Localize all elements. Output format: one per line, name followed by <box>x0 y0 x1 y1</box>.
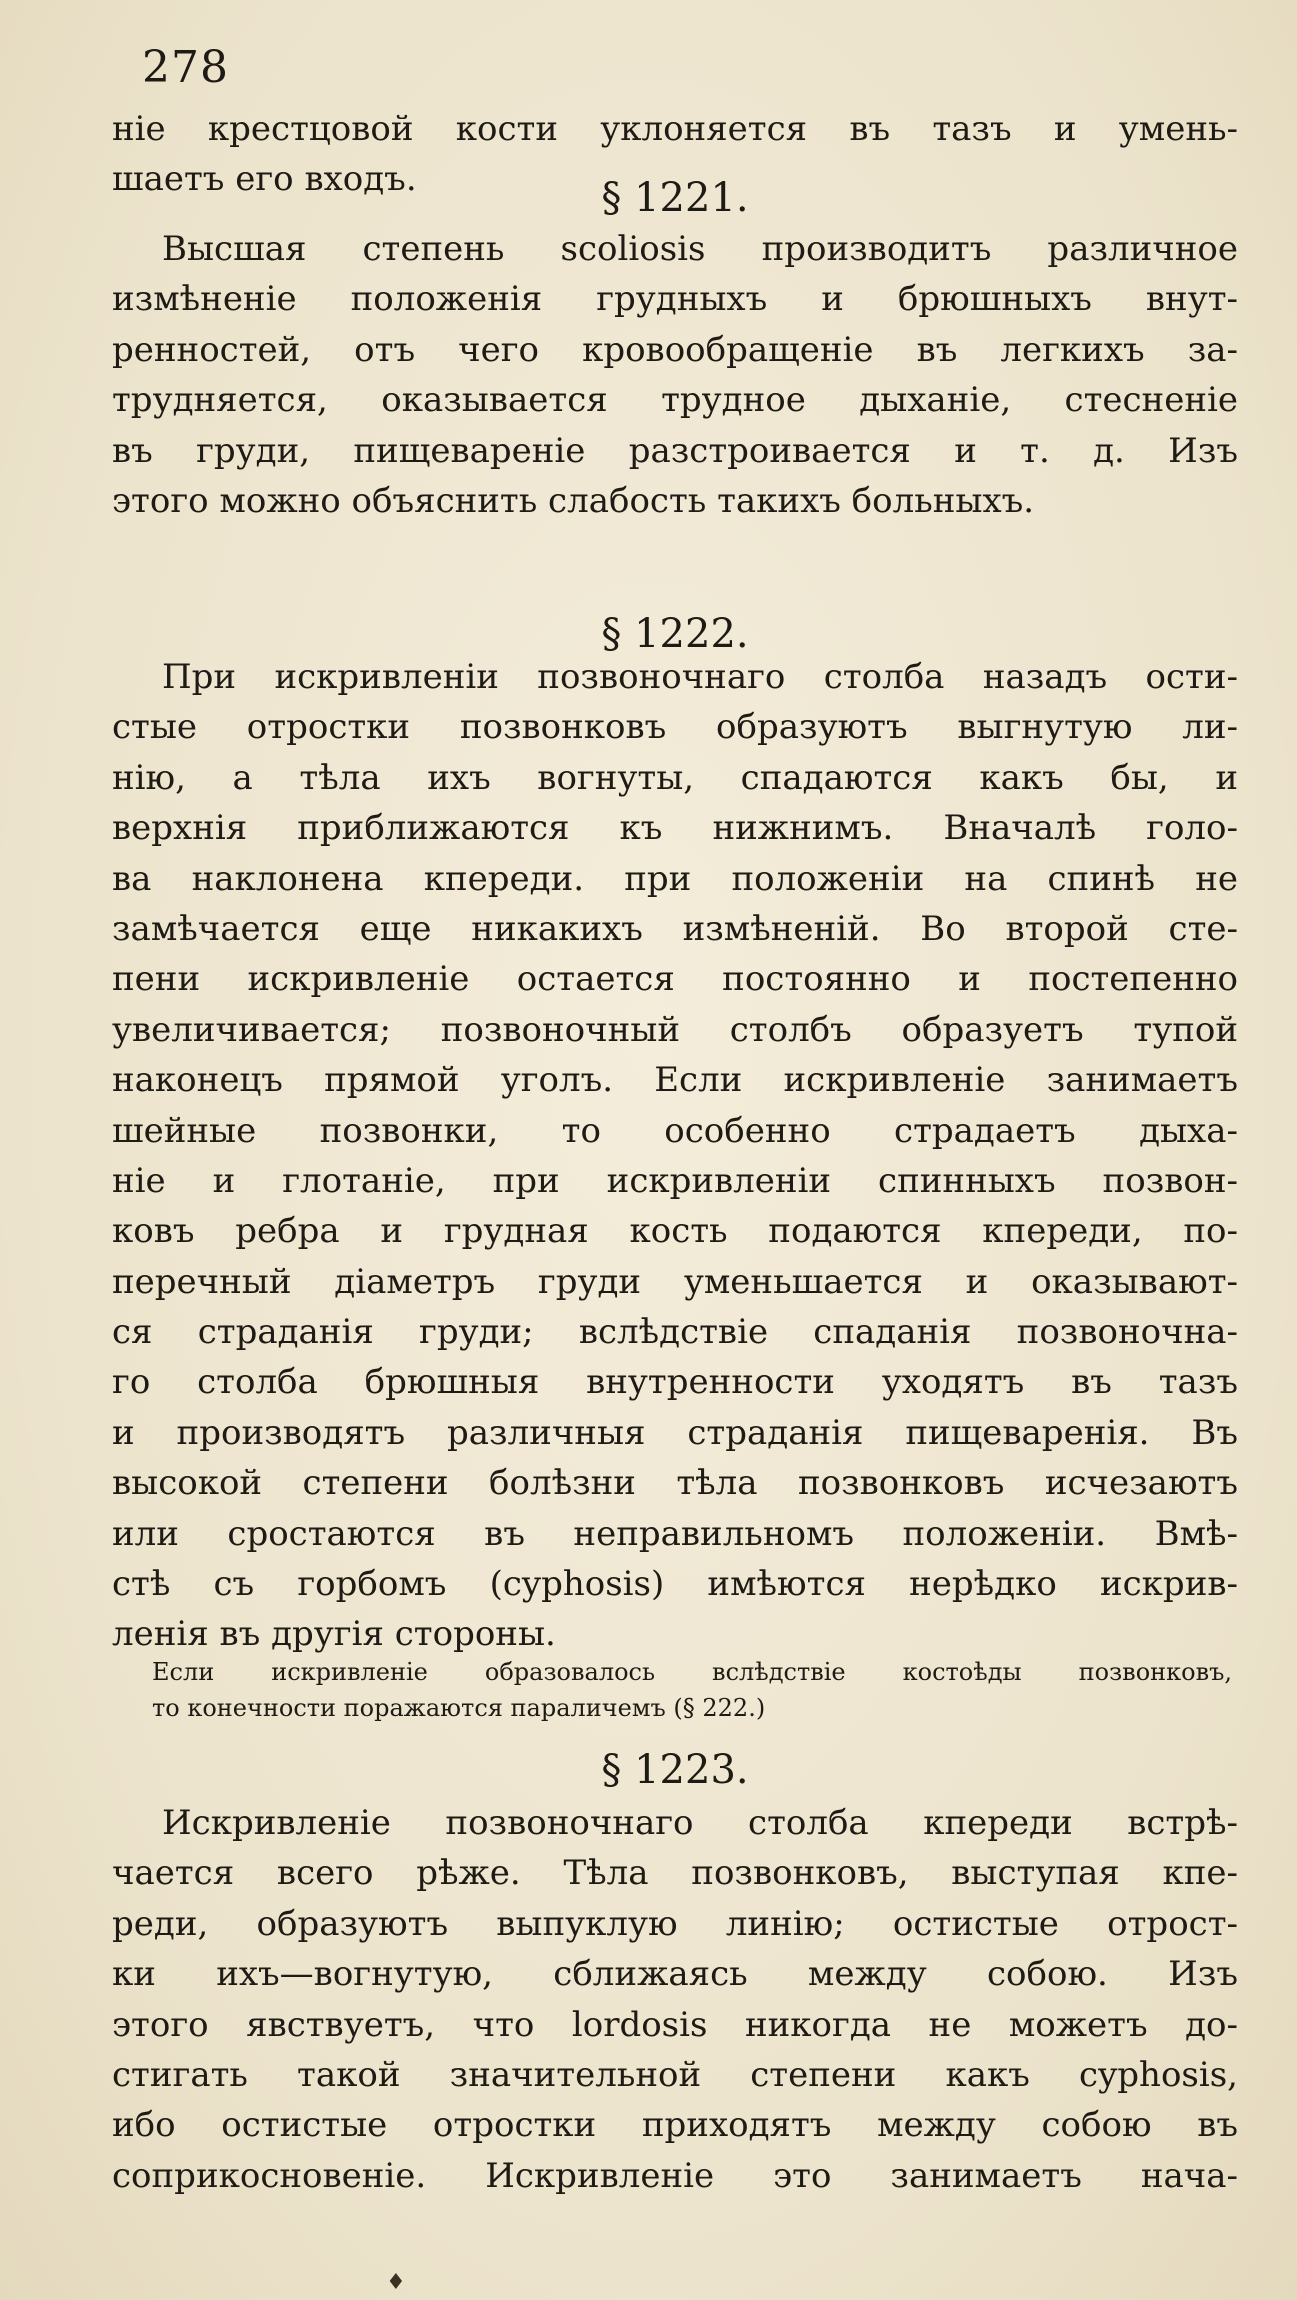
section-heading-1223: § 1223. <box>601 1747 749 1793</box>
text-line: ніе и глотаніе, при искривленіи спинныхъ позвон- <box>112 1160 1238 1201</box>
text-line: ся страданія груди; вслѣдствіе спаданія позвоночна- <box>112 1312 1238 1353</box>
text-line: замѣчается еще никакихъ измѣненій. Во второй сте- <box>112 908 1238 949</box>
text-line: трудняется, оказывается трудное дыханіе, стесненіе <box>112 380 1238 421</box>
text-line: ибо остистые отростки приходятъ между собою въ <box>112 2105 1238 2146</box>
section-heading-1221: § 1221. <box>601 175 749 221</box>
section-1222-paragraph <box>112 652 1238 1660</box>
text-line: ренностей, отъ чего кровообращеніе въ легкихъ за- <box>112 329 1238 370</box>
text-line: чается всего рѣже. Тѣла позвонковъ, выступая кпе- <box>112 1853 1238 1894</box>
text-line: и производятъ различныя страданія пищеваренія. Въ <box>112 1412 1238 1453</box>
text-line: нію, а тѣла ихъ вогнуты, спадаются какъ бы, и <box>112 757 1238 798</box>
footnote <box>152 1654 1232 1726</box>
text-line: ленія въ другія стороны. <box>112 1614 556 1655</box>
text-line: го столба брюшныя внутренности уходятъ въ тазъ <box>112 1362 1238 1403</box>
text-line: ковъ ребра и грудная кость подаются кпереди, по- <box>112 1211 1238 1252</box>
text-line: въ груди, пищевареніе разстроивается и т. д. Изъ <box>112 430 1238 471</box>
text-line: Высшая степень scoliosis производитъ различное <box>162 229 1238 269</box>
text-line: стѣ съ горбомъ (cyphosis) имѣются нерѣдко искрив- <box>112 1564 1238 1605</box>
text-line: или сростаются въ неправильномъ положеніи. Вмѣ- <box>112 1513 1238 1554</box>
text-line: ніе крестцовой кости уклоняется въ тазъ и умень- <box>112 109 1238 149</box>
note-line: Если искривленіе образовалось вслѣдствіе костоѣды позвонковъ, <box>152 1658 1232 1686</box>
section-heading-1222: § 1222. <box>601 611 749 657</box>
text-line: высокой степени болѣзни тѣла позвонковъ исчезаютъ <box>112 1463 1238 1504</box>
text-line: ва наклонена кпереди. при положеніи на спинѣ не <box>112 858 1238 899</box>
text-line: При искривленіи позвоночнаго столба назадъ ости- <box>162 657 1238 697</box>
text-line: реди, образуютъ выпуклую линію; остистые отрост- <box>112 1903 1238 1944</box>
text-line: этого можно объяснить слабость такихъ больныхъ. <box>112 480 1035 521</box>
text-line: ки ихъ—вогнутую, сближаясь между собою. Изъ <box>112 1954 1238 1995</box>
text-line: Искривленіе позвоночнаго столба кпереди встрѣ- <box>162 1803 1238 1843</box>
text-line: наконецъ прямой уголъ. Если искривленіе занимаетъ <box>112 1060 1238 1101</box>
text-line: пени искривленіе остается постоянно и постепенно <box>112 959 1238 1000</box>
section-1223-paragraph <box>112 1798 1238 2201</box>
text-line: шейные позвонки, то особенно страдаетъ дыха- <box>112 1110 1238 1151</box>
printer-mark: ♦ <box>386 2270 406 2295</box>
text-line: шаетъ его входъ. <box>112 159 417 200</box>
text-line: стые отростки позвонковъ образуютъ выгнутую ли- <box>112 707 1238 748</box>
text-line: этого явствуетъ, что lordosis никогда не можетъ до- <box>112 2004 1238 2045</box>
text-line: соприкосновеніе. Искривленіе это занимаетъ нача- <box>112 2155 1238 2196</box>
text-line: верхнія приближаются къ нижнимъ. Вначалѣ голо- <box>112 808 1238 849</box>
note-line: то конечности поражаются параличемъ (§ 222.) <box>152 1694 766 1722</box>
text-line: перечный діаметръ груди уменьшается и оказывают- <box>112 1261 1238 1302</box>
text-line: измѣненіе положенія грудныхъ и брюшныхъ внут- <box>112 279 1238 320</box>
section-1221-paragraph <box>112 224 1238 526</box>
text-line: стигать такой значительной степени какъ cyphosis, <box>112 2054 1238 2095</box>
page-number: 278 <box>142 42 229 93</box>
text-line: увеличивается; позвоночный столбъ образуетъ тупой <box>112 1009 1238 1050</box>
